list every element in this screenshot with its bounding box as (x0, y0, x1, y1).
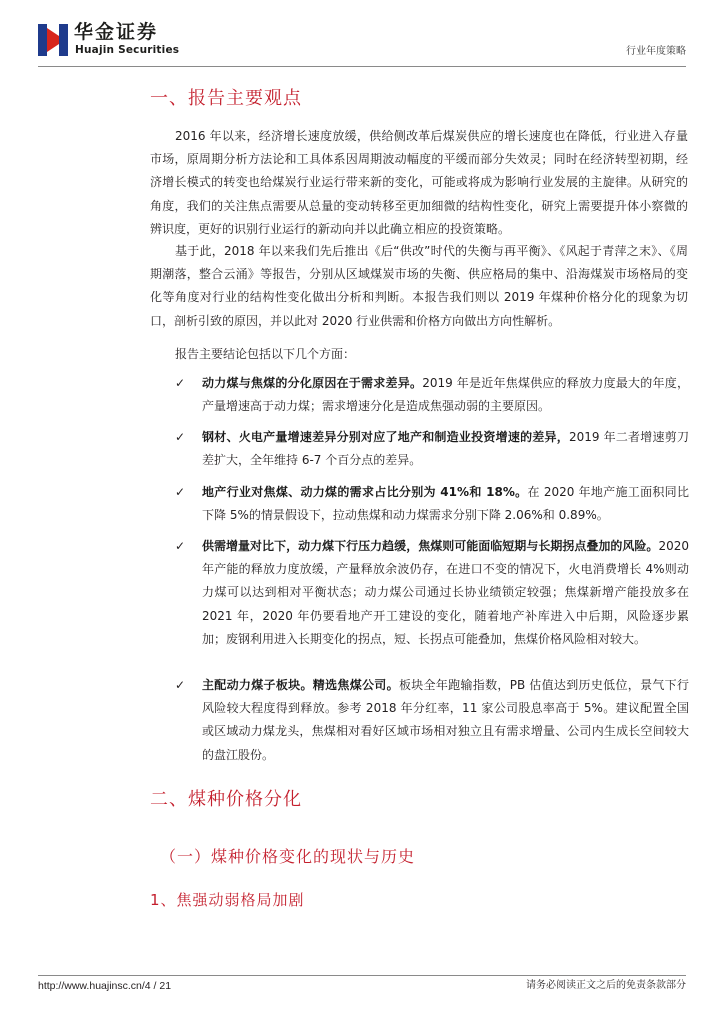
check-icon: ✓ (175, 539, 186, 553)
page-header (38, 22, 686, 66)
paragraph-1: 2016 年以来，经济增长速度放缓，供给侧改革后煤炭供应的增长速度也在降低，行业进入存量市场，原周期分析方法论和工具体系因周期波动幅度的平缓而部分失效灵；同时在经济转型初期，经济增长模式的转变也给煤炭行业运行带来新的变化，可能或将成为影响行业发展的主旋律。从研究的角度，我们的关注焦点需要从总量的变动转移至更加细微的结构性变化，研究上需要提升体小察微的辨识度，更好的识别行业运行的新动向并以此确立相应的投资策略。 (150, 129, 688, 236)
finding-lead: 主配动力煤子板块。精选焦煤公司。 (202, 678, 399, 692)
logo-chinese-name: 华金证券 (74, 21, 159, 43)
finding-body: 2020 年产能的释放力度放缓，产量释放余波仍存，在进口不变的情况下，火电消费增长 4%则动力煤可以达到相对平衡状态；动力煤公司通过长协业绩锁定较强；焦煤新增产能投放多在 2021 年，2020 年仍要看地产开工建设的变化，随着地产补库进入中后期，风险逐步累加；废钢利用进入长期变化的拐点，短、长拐点可能叠加，焦煤价格风险相对较大。 (202, 539, 689, 646)
check-icon: ✓ (175, 376, 186, 390)
check-icon: ✓ (175, 430, 186, 444)
footer-divider (38, 975, 686, 976)
footer-disclaimer: 请务必阅读正文之后的免责条款部分 (526, 980, 686, 991)
report-type-label: 行业年度策略 (626, 46, 686, 57)
huajin-logo-mark-icon (38, 24, 68, 56)
finding-body: 板块全年跑输指数，PB 估值达到历史低位，景气下行风险较大程度得到释放。参考 2018 年分红率，11 家公司股息率高于 5%。建议配置全国或区域动力煤龙头，焦煤相对看好区域市场相对独立且有需求增量、公司内生成长空间较大的盘江股份。 (202, 678, 689, 762)
huajin-logo (38, 22, 178, 62)
finding-text (202, 481, 689, 527)
finding-text (202, 426, 689, 472)
subsection-item-heading: 1、焦强动弱格局加剧 (150, 891, 305, 909)
finding-text (202, 674, 689, 767)
section-1-heading: 一、报告主要观点 (150, 88, 302, 109)
section-2-heading: 二、煤种价格分化 (150, 789, 302, 810)
header-divider (38, 66, 686, 67)
check-icon: ✓ (175, 485, 186, 499)
finding-text (202, 372, 689, 418)
finding-lead: 钢材、火电产量增速差异分别对应了地产和制造业投资增速的差异， (202, 430, 569, 444)
finding-body: 2019 年二者增速剪刀差扩大，全年维持 6-7 个百分点的差异。 (202, 430, 689, 468)
finding-body: 2019 年是近年焦煤供应的释放力度最大的年度，产量增速高于动力煤；需求增速分化是造成焦强动弱的主要原因。 (202, 376, 689, 414)
subsection-heading: （一）煤种价格变化的现状与历史 (160, 847, 416, 866)
logo-english-name: Huajin Securities (75, 44, 180, 56)
finding-lead: 动力煤与焦煤的分化原因在于需求差异。 (202, 376, 423, 390)
finding-text (202, 535, 689, 651)
finding-lead: 供需增量对比下，动力煤下行压力趋缓，焦煤则可能面临短期与长期拐点叠加的风险。 (202, 539, 659, 553)
paragraph-2: 基于此，2018 年以来我们先后推出《后“供改”时代的失衡与再平衡》、《风起于青萍之末》、《周期潮落，整合云涌》等报告，分别从区域煤炭市场的失衡、供应格局的集中、沿海煤炭市场格局的变化等角度对行业的结构性变化做出分析和判断。本报告我们则以 2019 年煤种价格分化的现象为切口，剖析引致的原因，并以此对 2020 行业供需和价格方向做出方向性解析。 (150, 244, 688, 328)
paragraph-3: 报告主要结论包括以下几个方面： (175, 347, 356, 361)
footer-url-page-number: http://www.huajinsc.cn/4 / 21 (38, 980, 172, 992)
check-icon: ✓ (175, 678, 186, 692)
finding-body: 在 2020 年地产施工面积同比下降 5%的情景假设下，拉动焦煤和动力煤需求分别下降 2.06%和 0.89%。 (202, 485, 689, 523)
finding-lead: 地产行业对焦煤、动力煤的需求占比分别为 41%和 18%。 (202, 485, 528, 499)
